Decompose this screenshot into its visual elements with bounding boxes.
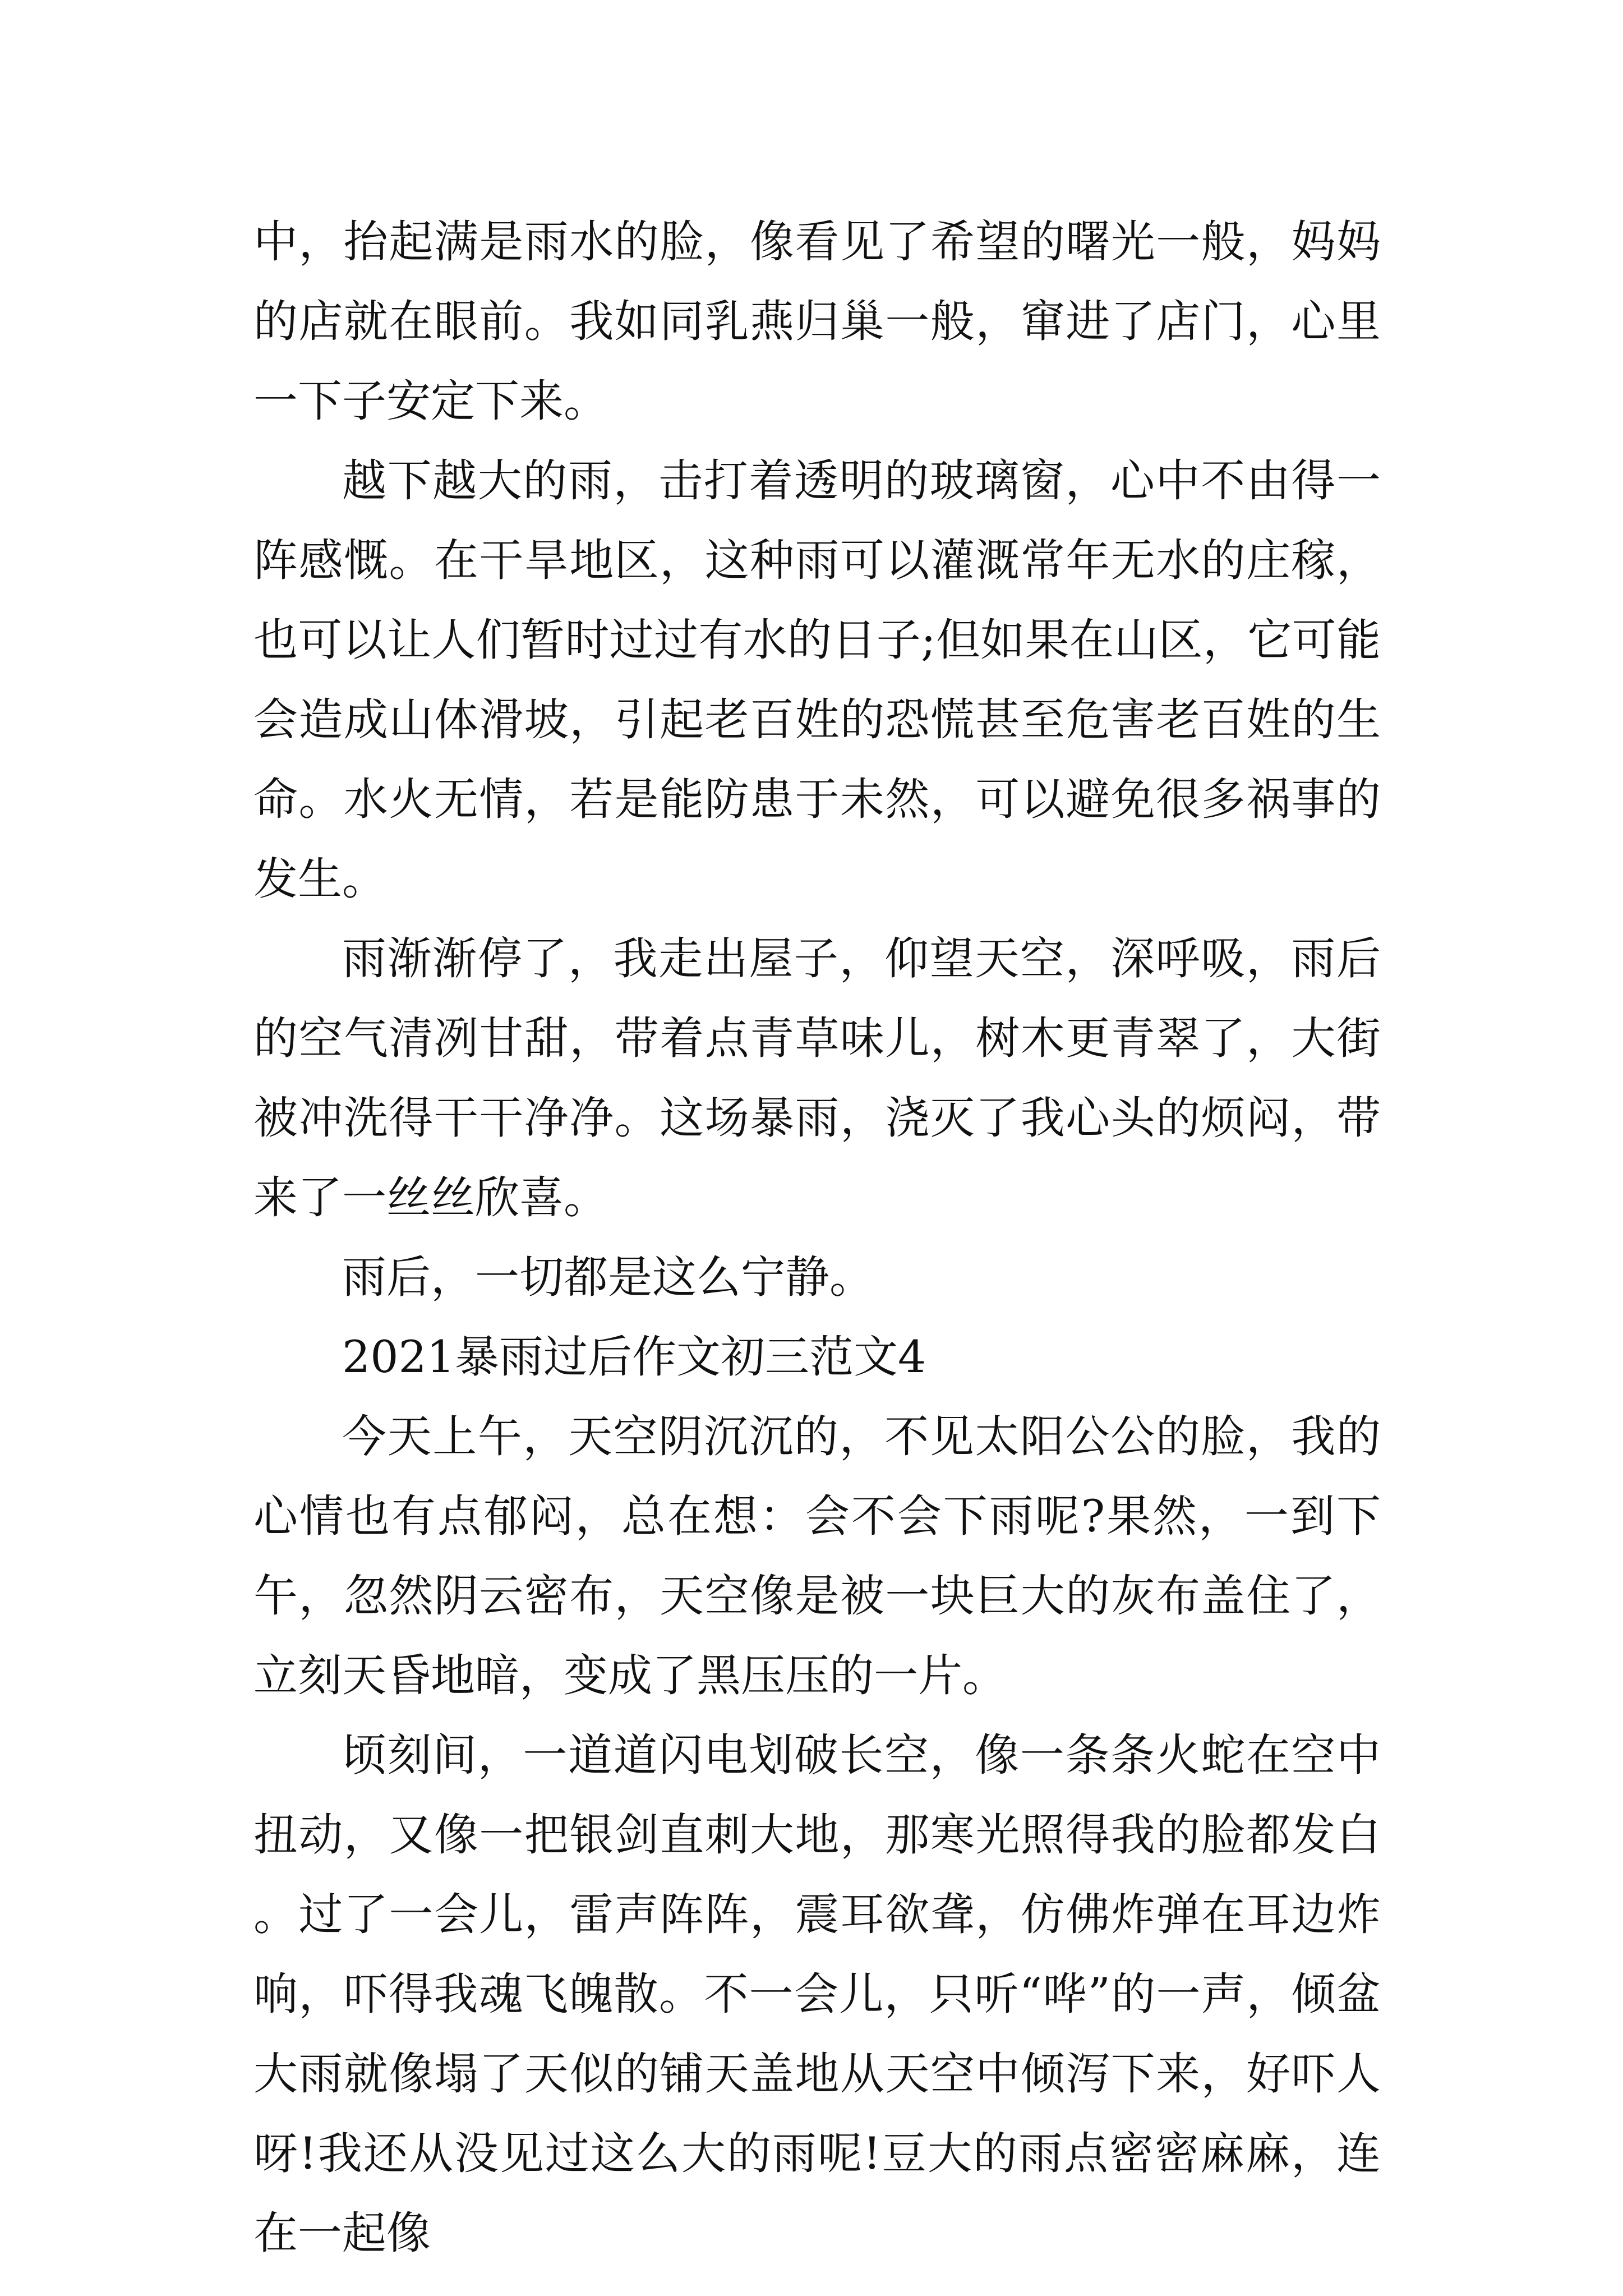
paragraph: 越下越大的雨，击打着透明的玻璃窗，心中不由得一阵感慨。在干旱地区，这种雨可以灌溉常年无水的庄稼，也可以让人们暂时过过有水的日子;但如果在山区，它可能会造成山体滑坡，引起老百姓的恐慌甚至危害老百姓的生命。水火无情，若是能防患于未然，可以避免很多祸事的发生。 <box>253 455 1381 905</box>
document-body <box>253 202 1381 2273</box>
paragraph: 今天上午，天空阴沉沉的，不见太阳公公的脸，我的心情也有点郁闷，总在想：会不会下雨呢?果然，一到下午，忽然阴云密布，天空像是被一块巨大的灰布盖住了，立刻天昏地暗，变成了黑压压的一片。 <box>253 1411 1381 1701</box>
paragraph: 雨渐渐停了，我走出屋子，仰望天空，深呼吸，雨后的空气清冽甘甜，带着点青草味儿，树木更青翠了，大街被冲洗得干干净净。这场暴雨，浇灭了我心头的烦闷，带来了一丝丝欣喜。 <box>253 933 1381 1223</box>
paragraph-continued: 中，抬起满是雨水的脸，像看见了希望的曙光一般，妈妈的店就在眼前。我如同乳燕归巢一般，窜进了店门，心里一下子安定下来。 <box>253 216 1381 427</box>
paragraph: 顷刻间，一道道闪电划破长空，像一条条火蛇在空中扭动，又像一把银剑直刺大地，那寒光照得我的脸都发白。过了一会儿，雷声阵阵，震耳欲聋，仿佛炸弹在耳边炸响，吓得我魂飞魄散。不一会儿，只听“哗”的一声，倾盆大雨就像塌了天似的铺天盖地从天空中倾泻下来，好吓人呀!我还从没见过这么大的雨呢!豆大的雨点密密麻麻，连在一起像 <box>253 1729 1381 2259</box>
section-heading: 2021暴雨过后作文初三范文4 <box>342 1331 926 1383</box>
paragraph: 雨后，一切都是这么宁静。 <box>342 1251 874 1303</box>
